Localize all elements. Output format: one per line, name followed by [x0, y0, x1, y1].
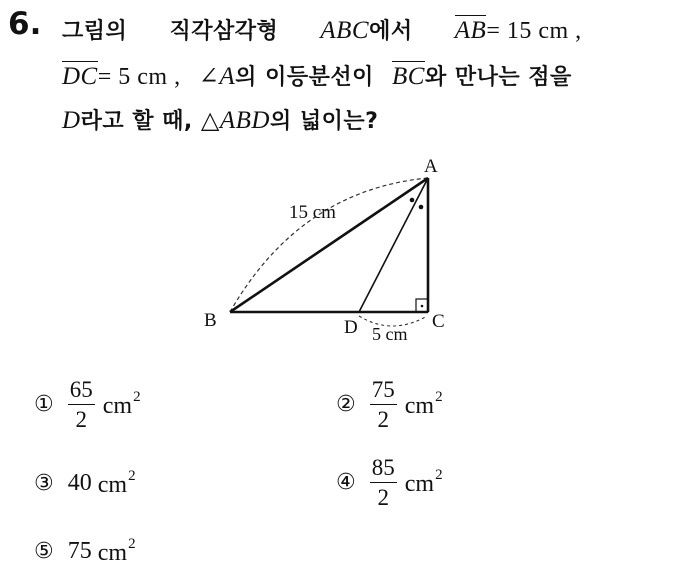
option-value: 40 — [67, 470, 92, 496]
question-text: 에서 — [369, 19, 413, 44]
angle-mark-dot — [410, 198, 415, 203]
triangle-symbol: △ — [200, 108, 220, 134]
question-text: 와 만나는 점을 — [424, 65, 572, 90]
fraction-numerator: 85 — [370, 456, 397, 483]
segment-ab — [230, 178, 428, 312]
math-value-ab: = 15 cm , — [486, 18, 582, 44]
length-label-dc: 5 cm — [372, 324, 408, 344]
option-marker: ③ — [34, 471, 54, 496]
question-number: 6. — [8, 6, 42, 42]
unit — [405, 467, 443, 498]
option-5[interactable] — [34, 536, 136, 567]
math-point-d: D — [62, 107, 81, 134]
option-marker: ⑤ — [34, 539, 54, 564]
option-2[interactable] — [336, 378, 443, 431]
unit-exponent: 2 — [128, 468, 136, 484]
unit-exponent: 2 — [133, 389, 141, 405]
math-angle-a: A — [219, 63, 236, 90]
option-4[interactable] — [336, 456, 443, 509]
unit-text: cm — [97, 472, 128, 498]
fraction-denominator: 2 — [377, 407, 389, 432]
fraction — [370, 378, 397, 431]
fraction-numerator: 65 — [68, 378, 95, 405]
question-text: 의 이등분선이 — [235, 65, 374, 90]
angle-mark-dot — [419, 205, 424, 210]
vertex-label-a: A — [424, 156, 438, 177]
unit — [98, 468, 136, 499]
question-text: 라고 할 때, — [80, 109, 193, 134]
fraction — [68, 378, 95, 431]
angle-symbol: ∠ — [198, 64, 220, 90]
math-segment-ab: AB — [454, 17, 487, 44]
length-label-ab: 15 cm — [289, 202, 336, 223]
right-angle-dot — [421, 305, 424, 308]
unit-exponent: 2 — [435, 467, 443, 483]
option-1[interactable] — [34, 378, 141, 431]
unit-text: cm — [97, 540, 128, 566]
unit-text: cm — [404, 471, 435, 497]
vertex-label-b: B — [204, 310, 217, 331]
unit — [103, 389, 141, 420]
unit-exponent: 2 — [435, 389, 443, 405]
math-triangle-abd: ABD — [219, 107, 270, 134]
unit — [98, 536, 136, 567]
unit-text: cm — [102, 393, 133, 419]
fraction-denominator: 2 — [75, 407, 87, 432]
math-value-dc: = 5 cm , — [97, 64, 181, 90]
unit — [405, 389, 443, 420]
unit-exponent: 2 — [128, 536, 136, 552]
option-marker: ④ — [336, 470, 356, 495]
fraction — [370, 456, 397, 509]
option-value: 75 — [67, 538, 92, 564]
math-triangle-abc: ABC — [320, 17, 370, 44]
segment-ad — [359, 178, 428, 312]
vertex-label-c: C — [432, 311, 445, 332]
fraction-denominator: 2 — [377, 485, 389, 510]
question-text: 그림의 — [62, 19, 128, 44]
question-text: 직각삼각형 — [169, 19, 279, 44]
math-segment-dc: DC — [62, 63, 98, 90]
math-segment-bc: BC — [392, 63, 425, 90]
option-marker: ② — [336, 392, 356, 417]
question-text: 의 넓이는? — [270, 109, 379, 134]
unit-text: cm — [404, 393, 435, 419]
option-3[interactable] — [34, 468, 136, 499]
option-marker: ① — [34, 392, 54, 417]
vertex-label-d: D — [344, 317, 358, 338]
fraction-numerator: 75 — [370, 378, 397, 405]
